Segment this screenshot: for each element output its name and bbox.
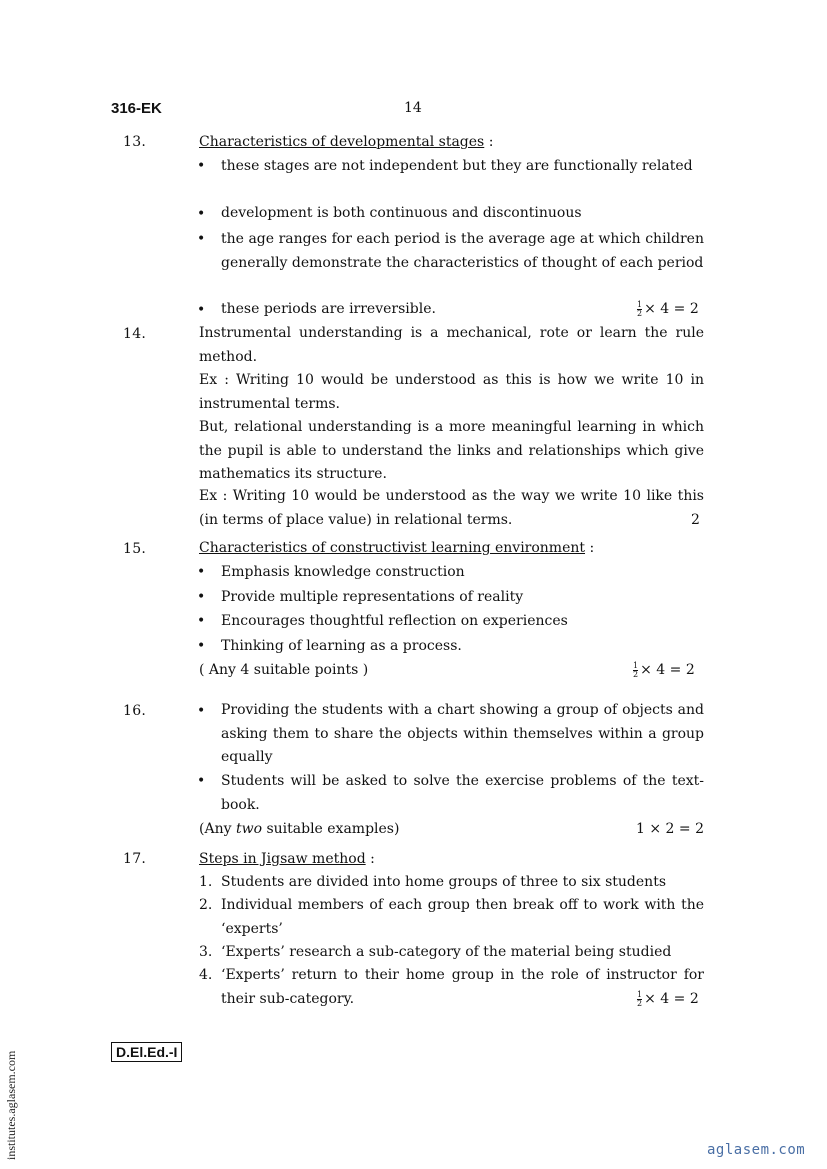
q16-marks: 1 × 2 = 2 xyxy=(636,821,704,837)
bullet-icon: • xyxy=(197,564,206,580)
q14-paragraph-3: But, relational understanding is a more meaningful learning in which the pupil is able to understand the links and relationships which give mathematics its structure. xyxy=(199,419,704,482)
bullet-icon: • xyxy=(197,589,206,605)
question-number-15: 15. xyxy=(123,541,147,557)
q15-bullet-3: Encourages thoughtful reflection on experiences xyxy=(221,613,568,629)
q15-heading: Characteristics of constructivist learning environment : xyxy=(199,540,595,556)
question-number-13: 13. xyxy=(123,134,147,150)
q15-bullet-4: Thinking of learning as a process. xyxy=(221,638,462,654)
q14-paragraph-2: Ex : Writing 10 would be understood as this is how we write 10 in instrumental terms. xyxy=(199,372,704,412)
half-fraction: $\frac{1}{2}$ xyxy=(637,299,643,318)
bullet-icon: • xyxy=(197,302,206,318)
q13-bullet-3: the age ranges for each period is the average age at which children generally demonstrate the characteristics of thought of each period xyxy=(221,231,704,271)
half-fraction: $\frac{1}{2}$ xyxy=(637,989,643,1008)
question-number-16: 16. xyxy=(123,703,147,719)
q15-note: ( Any 4 suitable points ) xyxy=(199,662,369,678)
question-number-17: 17. xyxy=(123,851,147,867)
bullet-icon: • xyxy=(197,638,206,654)
q15-marks: $\frac{1}{2}$ × 4 = 2 xyxy=(633,660,695,679)
q13-marks: $\frac{1}{2}$ × 4 = 2 xyxy=(637,299,699,318)
paper-code: 316-EK xyxy=(111,100,162,117)
q17-step-4: ‘Experts’ return to their home group in the role of instructor for their sub-category. xyxy=(221,967,704,1007)
q13-heading: Characteristics of developmental stages : xyxy=(199,134,494,150)
q17-step-1: Students are divided into home groups of three to six students xyxy=(221,874,666,890)
bullet-icon: • xyxy=(197,206,206,222)
bullet-icon: • xyxy=(197,773,206,789)
bullet-icon: • xyxy=(197,158,206,174)
q17-step-number: 2. xyxy=(199,897,213,913)
page-number: 14 xyxy=(404,100,422,116)
question-number-14: 14. xyxy=(123,326,147,342)
q17-step-2: Individual members of each group then break off to work with the ‘experts’ xyxy=(221,897,704,937)
q15-bullet-2: Provide multiple representations of reality xyxy=(221,589,524,605)
bullet-icon: • xyxy=(197,703,206,719)
bottom-watermark: aglasem.com xyxy=(707,1142,806,1158)
q17-marks: $\frac{1}{2}$ × 4 = 2 xyxy=(637,989,699,1008)
q15-bullet-1: Emphasis knowledge construction xyxy=(221,564,465,580)
q17-step-3: ‘Experts’ research a sub-category of the material being studied xyxy=(221,944,672,960)
q14-paragraph-4: Ex : Writing 10 would be understood as the way we write 10 like this (in terms of place value) in relational terms. xyxy=(199,488,704,528)
q17-step-number: 4. xyxy=(199,967,213,983)
q13-bullet-1: these stages are not independent but they are functionally related xyxy=(221,158,693,174)
q16-bullet-2: Students will be asked to solve the exercise problems of the text-book. xyxy=(221,773,704,813)
course-code-box: D.El.Ed.-I xyxy=(111,1042,182,1062)
q16-bullet-1: Providing the students with a chart showing a group of objects and asking them to share the objects within themselves within a group equally xyxy=(221,702,704,765)
q17-step-number: 1. xyxy=(199,874,213,890)
q13-bullet-4: these periods are irreversible. xyxy=(221,301,436,317)
q13-bullet-2: development is both continuous and discontinuous xyxy=(221,205,582,221)
q14-paragraph-1: Instrumental understanding is a mechanical, rote or learn the rule method. xyxy=(199,325,704,365)
q14-marks: 2 xyxy=(691,512,700,528)
bullet-icon: • xyxy=(197,613,206,629)
bullet-icon: • xyxy=(197,231,206,247)
q16-note: (Any two suitable examples) xyxy=(199,821,400,837)
side-watermark: institutes.aglasem.com xyxy=(4,1050,18,1160)
half-fraction: $\frac{1}{2}$ xyxy=(633,660,639,679)
q17-heading: Steps in Jigsaw method : xyxy=(199,851,375,867)
q17-step-number: 3. xyxy=(199,944,213,960)
